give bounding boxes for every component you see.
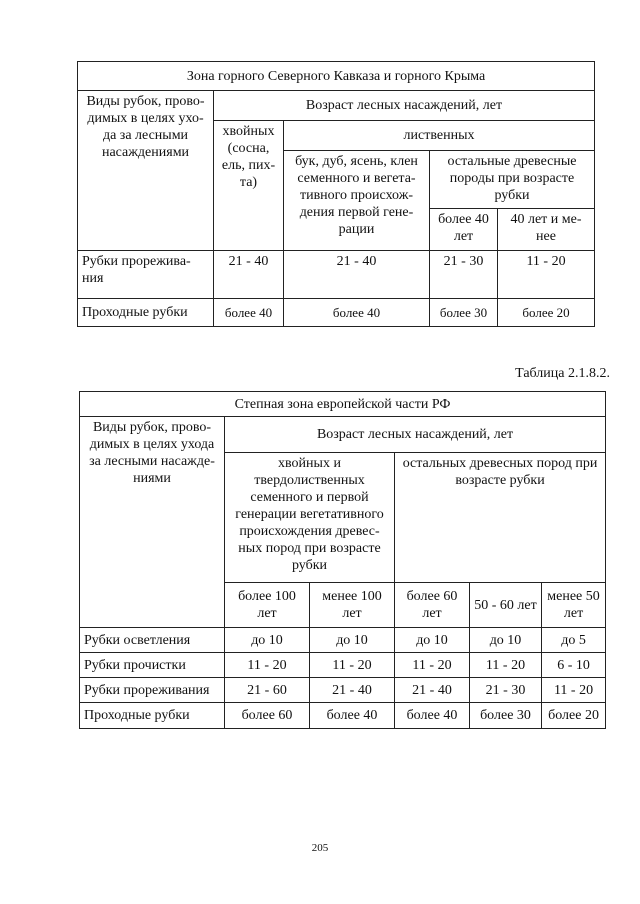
cell: 11 - 20 (395, 653, 470, 678)
over40-header: более 40 лет (430, 209, 498, 251)
row-label: Рубки прореживания (80, 678, 225, 703)
cell: 21 - 30 (430, 251, 498, 299)
table-row (78, 251, 595, 299)
row-label: Проходные рубки (78, 299, 214, 327)
cell: 21 - 40 (310, 678, 395, 703)
zone-title: Зона горного Северного Кавказа и горного Крыма (78, 62, 595, 91)
sub-header: менее 100 лет (310, 583, 395, 628)
other-group-header: остальные древесные породы при возрасте рубки (430, 151, 595, 209)
table-row (80, 678, 606, 703)
table-row (78, 299, 595, 327)
cell: до 10 (310, 628, 395, 653)
beech-group-header: бук, дуб, ясень, клен семенного и вегета-тивного происхож-дения первой гене-рации (284, 151, 430, 251)
group2-header: остальных древесных пород при возрасте рубки (395, 453, 606, 583)
cell: 21 - 40 (395, 678, 470, 703)
cell: более 40 (284, 299, 430, 327)
cell: 21 - 40 (214, 251, 284, 299)
sub-header: более 100 лет (225, 583, 310, 628)
row-label: Проходные рубки (80, 703, 225, 729)
age-header: Возраст лесных насаждений, лет (225, 417, 606, 453)
cell: более 30 (470, 703, 542, 729)
row-label: Рубки прорежива-ния (78, 251, 214, 299)
cell: 21 - 60 (225, 678, 310, 703)
table-caption: Таблица 2.1.8.2. (515, 366, 610, 381)
row-label: Рубки прочистки (80, 653, 225, 678)
sub-header: 50 - 60 лет (470, 583, 542, 628)
row-label: Рубки осветления (80, 628, 225, 653)
table-row (80, 703, 606, 729)
table-steppe-zone (79, 391, 606, 729)
cell: до 10 (470, 628, 542, 653)
sub-header: менее 50 лет (542, 583, 606, 628)
cell: до 10 (395, 628, 470, 653)
cell: более 40 (214, 299, 284, 327)
coniferous-header: хвойных (сосна, ель, пих-та) (214, 121, 284, 251)
under40-header: 40 лет и ме-нее (498, 209, 595, 251)
sub-header: более 60 лет (395, 583, 470, 628)
cell: 11 - 20 (542, 678, 606, 703)
cell: до 10 (225, 628, 310, 653)
group1-header: хвойных и твердолиственных семенного и первой генерации вегетативного происхождения древес-ных пород при возрасте рубки (225, 453, 395, 583)
cell: более 40 (395, 703, 470, 729)
cell: более 30 (430, 299, 498, 327)
kinds-header: Виды рубок, прово-димых в целях ухо-да за лесными насаждениями (78, 91, 214, 251)
cell: 11 - 20 (225, 653, 310, 678)
cell: более 20 (542, 703, 606, 729)
cell: 11 - 20 (498, 251, 595, 299)
cell: более 40 (310, 703, 395, 729)
cell: более 20 (498, 299, 595, 327)
table-row (80, 653, 606, 678)
zone-title: Степная зона европейской части РФ (80, 392, 606, 417)
age-header: Возраст лесных насаждений, лет (214, 91, 595, 121)
page-number: 205 (311, 842, 329, 854)
table-north-caucasus (77, 61, 595, 327)
table-row (80, 628, 606, 653)
cell: 6 - 10 (542, 653, 606, 678)
cell: более 60 (225, 703, 310, 729)
kinds-header: Виды рубок, прово-димых в целях ухода за лесными насажде-ниями (80, 417, 225, 628)
cell: 11 - 20 (470, 653, 542, 678)
cell: 21 - 30 (470, 678, 542, 703)
cell: до 5 (542, 628, 606, 653)
cell: 21 - 40 (284, 251, 430, 299)
cell: 11 - 20 (310, 653, 395, 678)
deciduous-header: лиственных (284, 121, 595, 151)
